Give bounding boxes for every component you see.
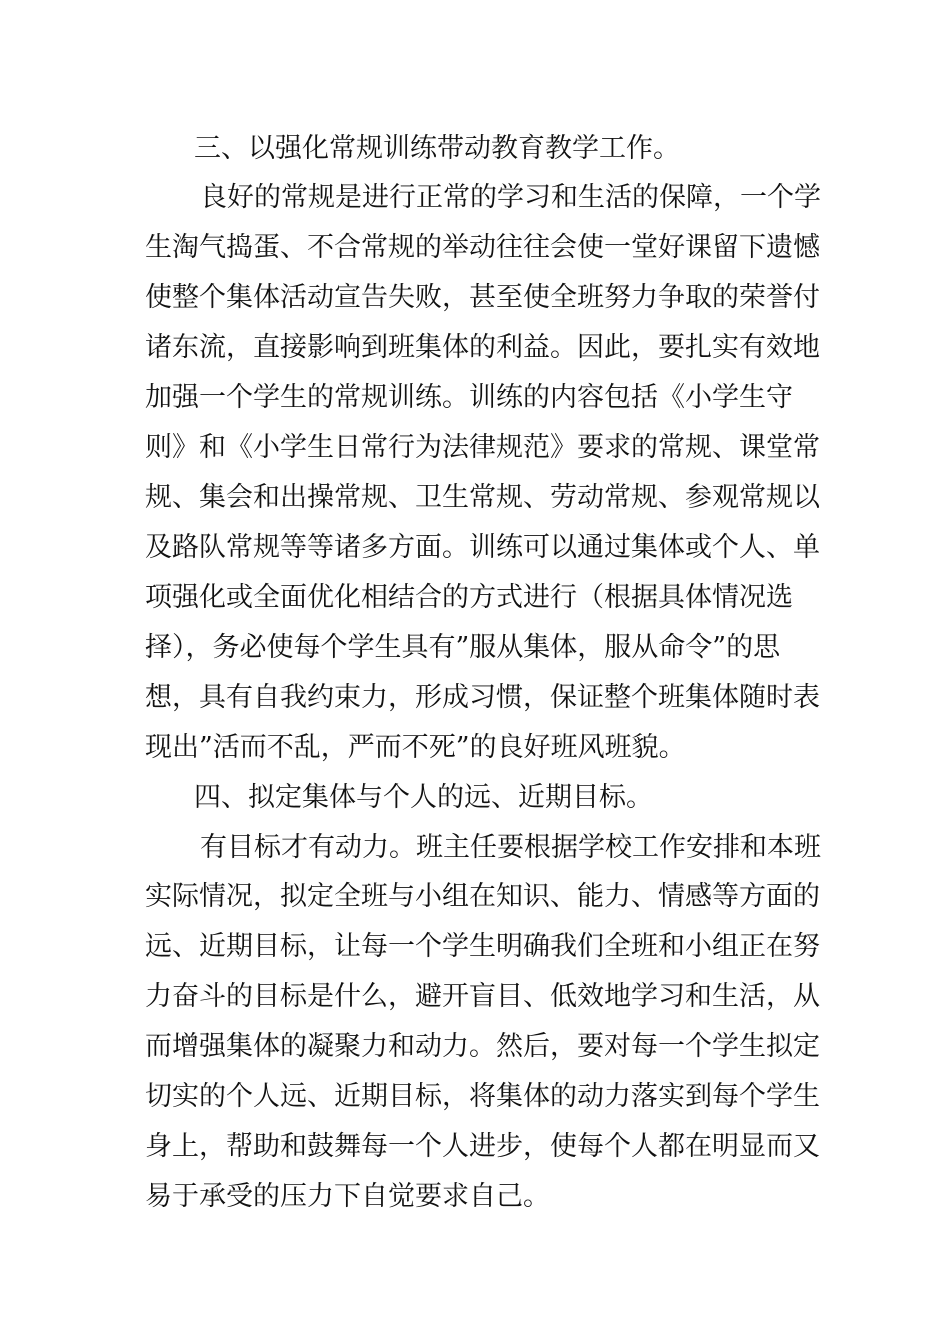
paragraph-line: 规、集会和出操常规、卫生常规、劳动常规、参观常规以 xyxy=(145,482,820,513)
paragraph-line: 力奋斗的目标是什么，避开盲目、低效地学习和生活，从 xyxy=(145,981,820,1012)
section-heading: 三、以强化常规训练带动教育教学工作。 xyxy=(194,133,680,164)
paragraph-line: 使整个集体活动宣告失败，甚至使全班努力争取的荣誉付 xyxy=(145,282,820,313)
paragraph-line: 切实的个人远、近期目标，将集体的动力落实到每个学生 xyxy=(145,1081,820,1112)
paragraph-line: 有目标才有动力。班主任要根据学校工作安排和本班 xyxy=(200,832,821,863)
paragraph-line: 想，具有自我约束力，形成习惯，保证整个班集体随时表 xyxy=(145,682,820,713)
paragraph-line: 加强一个学生的常规训练。训练的内容包括《小学生守 xyxy=(145,382,793,413)
section-heading: 四、拟定集体与个人的远、近期目标。 xyxy=(194,782,653,813)
paragraph-line: 实际情况，拟定全班与小组在知识、能力、情感等方面的 xyxy=(145,881,820,912)
paragraph-line: 项强化或全面优化相结合的方式进行（根据具体情况选 xyxy=(145,582,793,613)
paragraph-line: 则》和《小学生日常行为法律规范》要求的常规、课堂常 xyxy=(145,432,820,463)
paragraph-line: 诸东流，直接影响到班集体的利益。因此，要扎实有效地 xyxy=(145,332,820,363)
paragraph-line: 现出”活而不乱，严而不死”的良好班风班貌。 xyxy=(145,732,686,763)
paragraph-line: 生淘气捣蛋、不合常规的举动往往会使一堂好课留下遗憾 xyxy=(145,232,820,263)
paragraph-line: 择），务必使每个学生具有”服从集体，服从命令”的思 xyxy=(145,632,781,663)
paragraph-line: 良好的常规是进行正常的学习和生活的保障，一个学 xyxy=(200,182,821,213)
paragraph-line: 而增强集体的凝聚力和动力。然后，要对每一个学生拟定 xyxy=(145,1031,820,1062)
paragraph-line: 身上，帮助和鼓舞每一个人进步，使每个人都在明显而又 xyxy=(145,1131,820,1162)
paragraph-line: 易于承受的压力下自觉要求自己。 xyxy=(145,1181,550,1212)
paragraph-line: 远、近期目标，让每一个学生明确我们全班和小组正在努 xyxy=(145,931,820,962)
paragraph-line: 及路队常规等等诸多方面。训练可以通过集体或个人、单 xyxy=(145,532,820,563)
